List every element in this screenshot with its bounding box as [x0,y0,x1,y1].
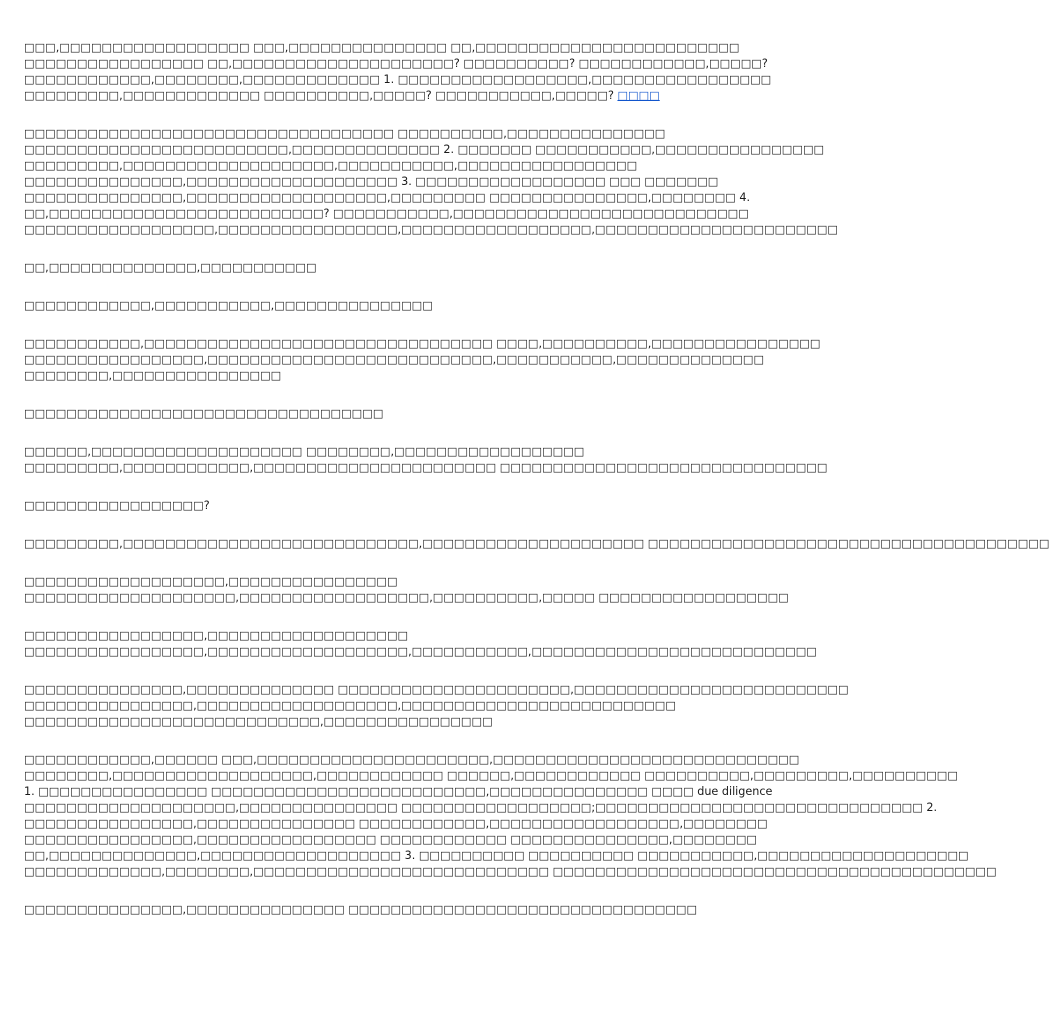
text-line-content: □□□□□□□□□□□□□□□,□□□□□□□□□□□□□□□ □□□□□□□□□□□□□□□□□□□□□□□□□□□□□□□□□ [24,903,698,916]
paragraph [24,574,789,606]
text-line-content: □□□□□□□□□□□□□□□□,□□□□□□□□□□□□□□□□□□□,□□□□□□□□□□□□□□□□□□□□□□□□□□ [24,699,676,712]
text-line [24,902,696,918]
text-line-content: □□□□□□□□□□□□□□□□□□□□□□□□□□□□□□□□□□ [24,407,384,420]
text-line-content: □□□□□□□□,□□□□□□□□□□□□□□□□ [24,369,282,382]
paragraph [24,298,696,314]
paragraph [24,40,772,104]
text-line [24,848,969,864]
text-line-content: □□□□□□□□□□□□□□□□□□□,□□□□□□□□□□□□□□□□ [24,575,398,588]
text-line-content: □□□□□□□□□,□□□□□□□□□□□□□□□□□□□□,□□□□□□□□□□□,□□□□□□□□□□□□□□□□□ [24,159,638,172]
text-line [24,444,696,460]
text-line-content: 1. □□□□□□□□□□□□□□□□ □□□□□□□□□□□□□□□□□□□□□□□□□□,□□□□□□□□□□□□□□□ □□□□ due diligence [24,785,773,798]
text-line-content: □□□□□□□□□,□□□□□□□□□□□□□□□□□□□□□□□□□□□□,□□□□□□□□□□□□□□□□□□□□□ □□□□□□□□□□□□□□□□□□□□□□□□□□□□□□□□□□□□□□ [24,537,1049,550]
text-line [24,222,839,238]
text-line [24,260,696,276]
text-line-content: □□□□□□□□□□□□□□□□□? [24,499,210,512]
text-line-content: □□□□□□□□□□□□□□□□□□,□□□□□□□□□□□□□□□□□,□□□□□□□□□□□□□□□□□□,□□□□□□□□□□□□□□□□□□□□□□□ [24,223,839,236]
text-line [24,498,696,514]
text-line [24,864,997,880]
text-line [24,644,817,660]
text-line [24,784,773,800]
text-line-content: □□□□□□□□□,□□□□□□□□□□□□□ □□□□□□□□□□,□□□□□? □□□□□□□□□□□,□□□□□? [24,89,614,102]
text-line [24,158,696,174]
text-line [24,628,696,644]
text-line [24,752,800,768]
text-line [24,816,768,832]
text-line [24,832,757,848]
text-line [24,368,696,384]
inline-link[interactable]: □□□□ [617,89,660,102]
text-line [24,298,696,314]
text-line [24,40,740,56]
text-line [24,682,849,698]
text-line [24,142,825,158]
paragraph [24,498,696,514]
text-line [24,206,749,222]
paragraph [24,902,696,918]
text-line [24,536,1049,552]
text-line [24,174,719,190]
text-line-content: □□□□□□□□□□□□□□□□□,□□□□□□□□□□□□□□□□□□□,□□□□□□□□□□□,□□□□□□□□□□□□□□□□□□□□□□□□□□□ [24,645,817,658]
text-line-content: □□□□□□□□□□□□□□□□□,□□□□□□□□□□□□□□□□□□□ [24,629,409,642]
text-line-content: □□□□□□□□□□□□□□□□□□□□□□□□□□□□,□□□□□□□□□□□□□□□□ [24,715,493,728]
text-line-content: □□□□□□□□□□□□□□□□,□□□□□□□□□□□□□□□ □□□□□□□□□□□□,□□□□□□□□□□□□□□□□□□,□□□□□□□□ [24,817,768,830]
text-line [24,768,958,784]
text-line-content: □□□□□□□□□□□□□□□□□,□□□□□□□□□□□□□□□□□□□□□□□□□□□,□□□□□□□□□□□,□□□□□□□□□□□□□□ [24,353,765,366]
text-line [24,190,751,206]
text-line-content: □□□□□□□□□□□□,□□□□□□ □□□,□□□□□□□□□□□□□□□□□□□□□□,□□□□□□□□□□□□□□□□□□□□□□□□□□□□□ [24,753,800,766]
paragraph [24,752,997,880]
text-line-content: □□□□□□□□□□□,□□□□□□□□□□□□□□□□□□□□□□□□□□□□□□□□□ □□□□,□□□□□□□□□□,□□□□□□□□□□□□□□□□ [24,337,821,350]
text-line [24,336,821,352]
text-line-content: □□□,□□□□□□□□□□□□□□□□□□ □□□,□□□□□□□□□□□□□□□ □□,□□□□□□□□□□□□□□□□□□□□□□□□□ [24,41,740,54]
paragraph [24,628,817,660]
text-line [24,698,696,714]
text-line-content: □□□□□□□□□□□□□□□□□□□□□□□□□□□□□□□□□□□ □□□□□□□□□□,□□□□□□□□□□□□□□□ [24,127,666,140]
text-line [24,714,696,730]
text-line [24,126,696,142]
text-line-content: □□□□□□□□□□□□□□□□□□□□,□□□□□□□□□□□□□□□□□□,□□□□□□□□□□,□□□□□ □□□□□□□□□□□□□□□□□□ [24,591,789,604]
text-line-content: □□□□□□□□□□□□,□□□□□□□□□□□,□□□□□□□□□□□□□□□ [24,299,433,312]
text-line-content: □□,□□□□□□□□□□□□□□,□□□□□□□□□□□□□□□□□□□ 3. □□□□□□□□□□ □□□□□□□□□□ □□□□□□□□□□□,□□□□□□□□□□□□□□□□□□□□ [24,849,969,862]
paragraph [24,406,696,422]
text-line-content: □□□□□□□□□□□□□□□□,□□□□□□□□□□□□□□□□□ □□□□□□□□□□□□ □□□□□□□□□□□□□□□,□□□□□□□□ [24,833,757,846]
text-line-content: □□□□□□□□,□□□□□□□□□□□□□□□□□□□,□□□□□□□□□□□□ □□□□□□,□□□□□□□□□□□□ □□□□□□□□□□,□□□□□□□□□,□□□□□□□□□□ [24,769,958,782]
paragraph [24,536,1049,552]
text-line-content: □□□□□□□□□□□□□□□,□□□□□□□□□□□□□□□□□□□,□□□□□□□□□ □□□□□□□□□□□□□□□,□□□□□□□□ 4. [24,191,751,204]
text-line [24,800,938,816]
text-line [24,72,772,88]
text-line-content: □□□□□□□□□□□□□□□,□□□□□□□□□□□□□□ □□□□□□□□□□□□□□□□□□□□□□,□□□□□□□□□□□□□□□□□□□□□□□□□□ [24,683,849,696]
paragraph [24,336,821,384]
text-line-content: □□□□□□□□□□□□□□□□□□□□,□□□□□□□□□□□□□□□ □□□□□□□□□□□□□□□□□□;□□□□□□□□□□□□□□□□□□□□□□□□□□□□□□□ 2. [24,801,938,814]
text-line [24,574,696,590]
text-line-content: □□□□□□□□□,□□□□□□□□□□□□,□□□□□□□□□□□□□□□□□□□□□□□ □□□□□□□□□□□□□□□□□□□□□□□□□□□□□□□ [24,461,828,474]
paragraph [24,682,849,730]
text-line [24,406,696,422]
text-line-content: □□□□□□□□□□□□□□□□□□□□□□□□□,□□□□□□□□□□□□□□ 2. □□□□□□□ □□□□□□□□□□□,□□□□□□□□□□□□□□□□ [24,143,825,156]
paragraph [24,444,828,476]
text-line-content: □□,□□□□□□□□□□□□□□□□□□□□□□□□□□? □□□□□□□□□□□,□□□□□□□□□□□□□□□□□□□□□□□□□□□□ [24,207,749,220]
paragraph [24,260,696,276]
text-line [24,88,696,104]
text-line-content: □□□□□□□□□□□□□□□,□□□□□□□□□□□□□□□□□□□□ 3. □□□□□□□□□□□□□□□□□□ □□□ □□□□□□□ [24,175,719,188]
text-line-content: □□,□□□□□□□□□□□□□□,□□□□□□□□□□□ [24,261,317,274]
text-line [24,352,765,368]
paragraph [24,126,839,238]
text-line-content: □□□□□□□□□□□□,□□□□□□□□,□□□□□□□□□□□□□ 1. □□□□□□□□□□□□□□□□□□,□□□□□□□□□□□□□□□□□ [24,73,772,86]
text-line [24,590,789,606]
text-line-content: □□□□□□□□□□□□□□□□□ □□,□□□□□□□□□□□□□□□□□□□□□? □□□□□□□□□□? □□□□□□□□□□□□,□□□□□? [24,57,768,70]
text-line [24,56,768,72]
text-line-content: □□□□□□,□□□□□□□□□□□□□□□□□□□□ □□□□□□□□,□□□□□□□□□□□□□□□□□□ [24,445,585,458]
text-line-content: □□□□□□□□□□□□□,□□□□□□□□,□□□□□□□□□□□□□□□□□□□□□□□□□□□□ □□□□□□□□□□□□□□□□□□□□□□□□□□□□□□□□□□□□□□□□□□ [24,865,997,878]
text-line [24,460,828,476]
